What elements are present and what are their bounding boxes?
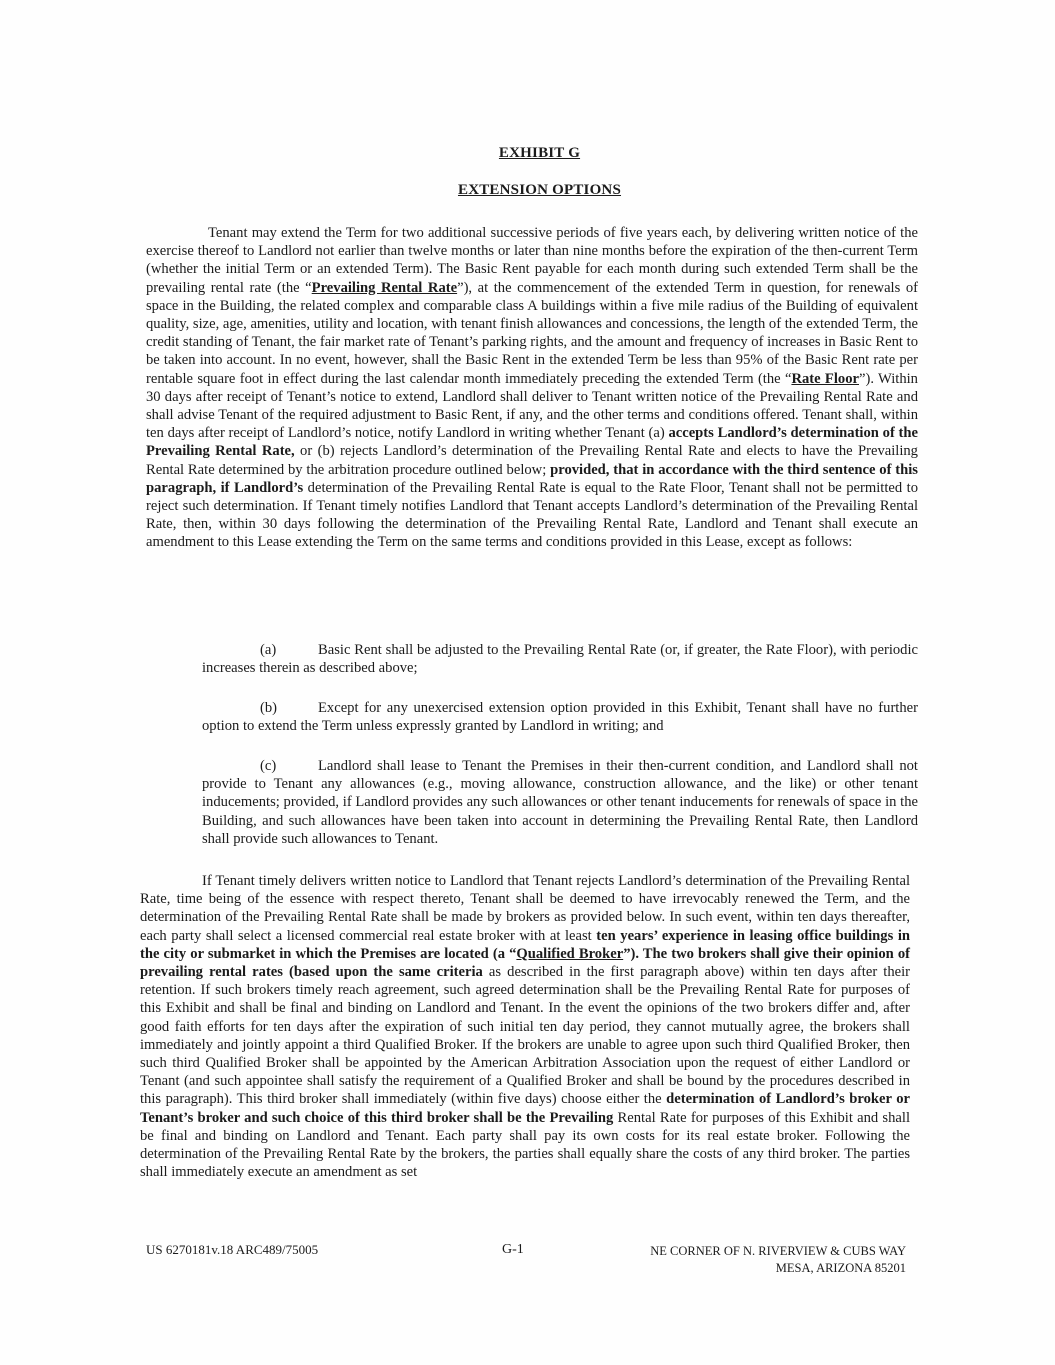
exhibit-title: EXTENSION OPTIONS xyxy=(457,182,622,198)
subparagraph-c: (c) Landlord shall lease to Tenant the Premises in their then-current condition, and Landlord shall not provide to Tenant any allowances (e.g., moving allowance, construction allowance, and the like) or other tenant inducements; provided, if Landlord provides any such allowances or other tenant inducements for renewals of space in the Building, and such allowances have been taken into account in determining the Prevailing Rental Rate, then Landlord shall provide such allowances to Tenant. xyxy=(202,758,918,847)
subparagraph-label: (b) xyxy=(260,700,278,716)
defined-term-prevailing-rental-rate: Prevailing Rental Rate xyxy=(311,279,458,296)
footer-page-number: G-1 xyxy=(502,1242,524,1257)
subparagraph-label: (c) xyxy=(260,758,277,774)
exhibit-heading: EXHIBIT G xyxy=(498,145,581,161)
paragraph-extension-terms: Tenant may extend the Term for two additional successive periods of five years each, by delivering written notice of the exercise thereof to Landlord not earlier than twelve months or later than nine months before the expiration of the then-current Term (whether the initial Term or an extended Term). The Basic Rent payable for each month during such extended Term shall be the prevailing rental rate (the “Prevailing Rental Rate”), at the commencement of the extended Term in question, for renewals of space in the Building, the related complex and comparable class A buildings within a five mile radius of the Building of equivalent quality, size, age, amenities, utility and location, with tenant finish allowances and concessions, the length of the extended Term, the credit standing of Tenant, the fair market rate of Tenant’s parking rights, and the amount and frequency of increases in Basic Rent to be taken into account. In no event, however, shall the Basic Rent in the extended Term be less than 95% of the Basic Rent rate per rentable square foot in effect during the last calendar month immediately preceding the extended Term (the “Rate Floor”). Within 30 days after receipt of Tenant’s notice to extend, Landlord shall deliver to Tenant written notice of the Prevailing Rental Rate and shall advise Tenant of the required adjustment to Basic Rent, if any, and the other terms and conditions offered. Tenant shall, within ten days after receipt of Landlord’s notice, notify Landlord in writing whether Tenant (a) accepts Landlord’s determination of the Prevailing Rental Rate, or (b) rejects Landlord’s determination of the Prevailing Rental Rate and elects to have the Prevailing Rental Rate determined by the arbitration procedure outlined below; provided, that in accordance with the third sentence of this paragraph, if Landlord’s determination of the Prevailing Rental Rate is equal to the Rate Floor, Tenant shall not be permitted to reject such determination. If Tenant timely notifies Landlord that Tenant accepts Landlord’s determination of the Prevailing Rental Rate, then, within 30 days following the determination of the Prevailing Rental Rate, Landlord and Tenant shall execute an amendment to this Lease extending the Term on the same terms and conditions provided in this Lease, except as follows: xyxy=(146,225,919,551)
footer-address-line1: NE CORNER OF N. RIVERVIEW & CUBS WAY xyxy=(650,1244,906,1258)
subparagraph-a: (a) Basic Rent shall be adjusted to the Prevailing Rental Rate (or, if greater, the Rate Floor), with periodic increases therein as described above; xyxy=(202,642,918,677)
footer-address xyxy=(630,1243,906,1277)
paragraph-broker-determination: If Tenant timely delivers written notice to Landlord that Tenant rejects Landlord’s determination of the Prevailing Rental Rate, time being of the essence with respect thereto, Tenant shall be deemed to have irrevocably renewed the Term, and the determination of the Prevailing Rental Rate shall be made by brokers as provided below. In such event, within ten days thereafter, each party shall select a licensed commercial real estate broker with at least ten years’ experience in leasing office buildings in the city or submarket in which the Premises are located (a “Qualified Broker”). The two brokers shall give their opinion of prevailing rental rates (based upon the same criteria as described in the first paragraph above) within ten days after their retention. If such brokers timely reach agreement, such agreed determination shall be the Prevailing Rental Rate for purposes of this Exhibit and shall be final and binding on Landlord and Tenant. In the event the opinions of the two brokers differ and, after good faith efforts for ten days after the expiration of such initial ten day period, they cannot mutually agree, the brokers shall immediately and jointly appoint a third Qualified Broker. If the brokers are unable to agree upon such third Qualified Broker, then such third Qualified Broker shall be appointed by the American Arbitration Association upon the request of either Landlord or Tenant (and such appointee shall satisfy the requirement of a Qualified Broker and shall be bound by the procedures described in this paragraph). This third broker shall immediately (within five days) choose either the determination of Landlord’s broker or Tenant’s broker and such choice of this third broker shall be the Prevailing Rental Rate for purposes of this Exhibit and shall be final and binding on Landlord and Tenant. Each party shall pay its own costs for its real estate broker. Following the determination of the Prevailing Rental Rate by the brokers, the parties shall equally share the costs of any third broker. The parties shall immediately execute an amendment as set xyxy=(140,873,911,1181)
defined-term-qualified-broker: Qualified Broker xyxy=(516,945,624,962)
footer-document-id: US 6270181v.18 ARC489/75005 xyxy=(146,1242,319,1257)
defined-term-rate-floor: Rate Floor xyxy=(791,370,859,387)
subparagraph-label: (a) xyxy=(260,642,277,658)
subparagraph-b: (b) Except for any unexercised extension option provided in this Exhibit, Tenant shall have no further option to extend the Term unless expressly granted by Landlord in writing; and xyxy=(202,700,918,735)
footer-address-line2: MESA, ARIZONA 85201 xyxy=(775,1261,906,1275)
